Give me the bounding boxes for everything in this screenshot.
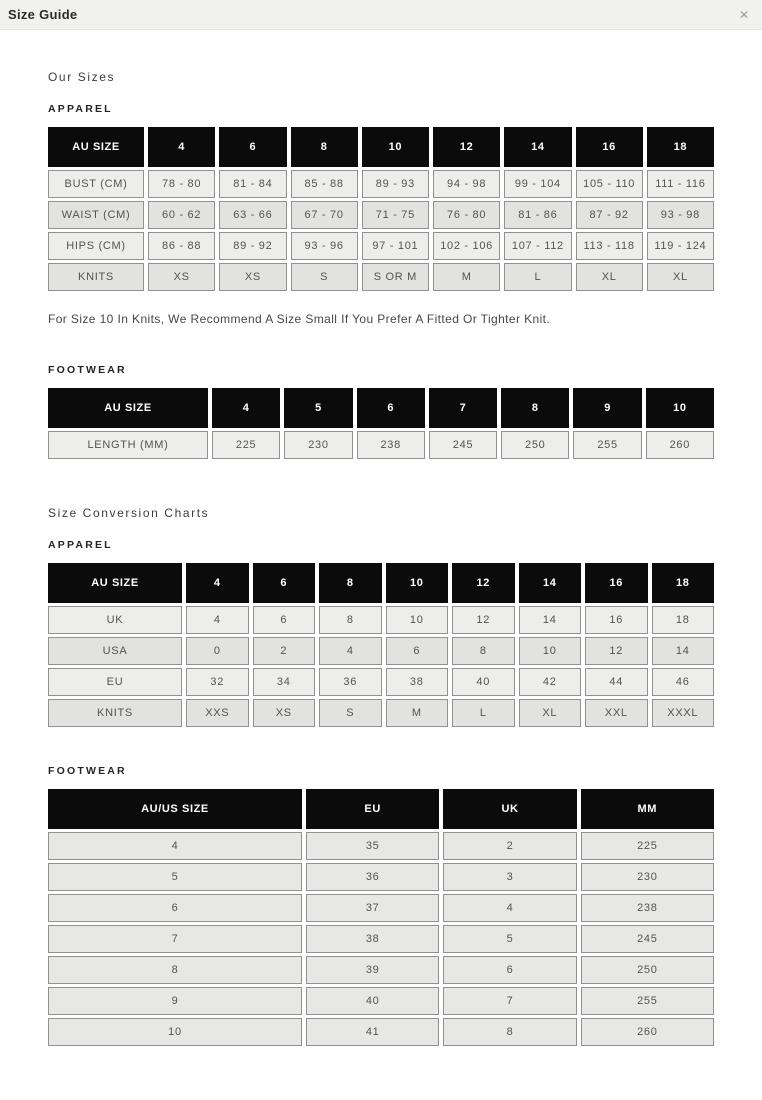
heading-apparel-sizes: APPAREL — [48, 103, 113, 115]
table-cell: 260 — [646, 431, 714, 459]
table-header-cell: 7 — [429, 388, 497, 428]
table-cell: XL — [576, 263, 643, 291]
table-row-label: WAIST (CM) — [48, 201, 144, 229]
table-row-label: LENGTH (MM) — [48, 431, 208, 459]
table-cell: 238 — [357, 431, 425, 459]
table-cell: 35 — [306, 832, 439, 860]
table-header-cell: 8 — [319, 563, 382, 603]
table-cell: 93 - 98 — [647, 201, 714, 229]
table-cell: 40 — [306, 987, 439, 1015]
table-row-label: BUST (CM) — [48, 170, 144, 198]
table-header-cell: 6 — [219, 127, 286, 167]
table-cell: 93 - 96 — [291, 232, 358, 260]
close-icon[interactable]: ✕ — [738, 7, 749, 22]
apparel-conversion-table — [48, 563, 714, 727]
table-cell: 34 — [253, 668, 316, 696]
table-header-cell: 14 — [504, 127, 571, 167]
table-cell: 99 - 104 — [504, 170, 571, 198]
table-cell: 89 - 93 — [362, 170, 429, 198]
table-header-cell: 18 — [647, 127, 714, 167]
table-cell: XS — [148, 263, 215, 291]
table-cell: 9 — [48, 987, 302, 1015]
table-cell: XXXL — [652, 699, 715, 727]
table-cell: 245 — [581, 925, 714, 953]
table-header-cell: EU — [306, 789, 439, 829]
table-cell: 230 — [581, 863, 714, 891]
table-cell: M — [386, 699, 449, 727]
table-cell: 67 - 70 — [291, 201, 358, 229]
table-header-cell: 5 — [284, 388, 352, 428]
table-header-cell: 4 — [186, 563, 249, 603]
table-cell: 38 — [306, 925, 439, 953]
modal-header — [0, 0, 762, 30]
table-cell: 81 - 84 — [219, 170, 286, 198]
table-cell: 76 - 80 — [433, 201, 500, 229]
table-header-cell: 12 — [433, 127, 500, 167]
table-cell: 105 - 110 — [576, 170, 643, 198]
table-header-cell: 6 — [253, 563, 316, 603]
table-cell: 89 - 92 — [219, 232, 286, 260]
table-cell: 10 — [48, 1018, 302, 1046]
table-cell: XL — [647, 263, 714, 291]
table-header-cell: 12 — [452, 563, 515, 603]
table-header-cell: 16 — [585, 563, 648, 603]
table-row-label: HIPS (CM) — [48, 232, 144, 260]
table-cell: S — [319, 699, 382, 727]
apparel-sizes-table — [48, 127, 714, 291]
table-cell: 7 — [48, 925, 302, 953]
table-header-cell: 4 — [148, 127, 215, 167]
table-cell: 5 — [443, 925, 576, 953]
table-cell: 6 — [443, 956, 576, 984]
table-cell: 42 — [519, 668, 582, 696]
table-cell: 0 — [186, 637, 249, 665]
table-cell: 6 — [253, 606, 316, 634]
table-cell: 85 - 88 — [291, 170, 358, 198]
footwear-conversion-table — [48, 789, 714, 1046]
table-cell: 78 - 80 — [148, 170, 215, 198]
table-cell: 4 — [443, 894, 576, 922]
table-cell: 6 — [48, 894, 302, 922]
table-cell: 8 — [48, 956, 302, 984]
table-cell: 40 — [452, 668, 515, 696]
table-cell: 255 — [581, 987, 714, 1015]
table-cell: 3 — [443, 863, 576, 891]
table-header-cell: 18 — [652, 563, 715, 603]
modal-title: Size Guide — [8, 7, 78, 22]
table-cell: XXS — [186, 699, 249, 727]
table-cell: 37 — [306, 894, 439, 922]
table-header-cell: 16 — [576, 127, 643, 167]
table-cell: 36 — [306, 863, 439, 891]
table-cell: 5 — [48, 863, 302, 891]
table-cell: 63 - 66 — [219, 201, 286, 229]
table-cell: 260 — [581, 1018, 714, 1046]
table-cell: 255 — [573, 431, 641, 459]
table-header-cell: 8 — [291, 127, 358, 167]
table-header-cell: AU/US SIZE — [48, 789, 302, 829]
table-cell: 250 — [581, 956, 714, 984]
heading-footwear-conversion: FOOTWEAR — [48, 765, 127, 777]
table-cell: M — [433, 263, 500, 291]
table-header-cell: AU SIZE — [48, 388, 208, 428]
table-cell: 8 — [443, 1018, 576, 1046]
table-cell: 4 — [186, 606, 249, 634]
table-cell: L — [504, 263, 571, 291]
heading-footwear-sizes: FOOTWEAR — [48, 364, 127, 376]
table-cell: 238 — [581, 894, 714, 922]
table-cell: S OR M — [362, 263, 429, 291]
table-header-cell: 6 — [357, 388, 425, 428]
table-row-label: EU — [48, 668, 182, 696]
table-header-cell: AU SIZE — [48, 563, 182, 603]
table-cell: 87 - 92 — [576, 201, 643, 229]
table-cell: 60 - 62 — [148, 201, 215, 229]
table-cell: 8 — [319, 606, 382, 634]
table-cell: 32 — [186, 668, 249, 696]
table-cell: 230 — [284, 431, 352, 459]
table-cell: 38 — [386, 668, 449, 696]
table-cell: 14 — [652, 637, 715, 665]
table-cell: 6 — [386, 637, 449, 665]
table-cell: 14 — [519, 606, 582, 634]
section-title-conversion: Size Conversion Charts — [48, 506, 210, 520]
table-header-cell: MM — [581, 789, 714, 829]
table-cell: 4 — [48, 832, 302, 860]
table-cell: 46 — [652, 668, 715, 696]
table-cell: S — [291, 263, 358, 291]
knits-note: For Size 10 In Knits, We Recommend A Size Small If You Prefer A Fitted Or Tighter Knit. — [48, 312, 551, 326]
table-cell: 225 — [581, 832, 714, 860]
table-header-cell: 8 — [501, 388, 569, 428]
table-cell: 81 - 86 — [504, 201, 571, 229]
table-cell: L — [452, 699, 515, 727]
section-title-our-sizes: Our Sizes — [48, 70, 116, 84]
table-cell: 111 - 116 — [647, 170, 714, 198]
table-cell: 36 — [319, 668, 382, 696]
table-cell: 8 — [452, 637, 515, 665]
size-guide-content — [0, 70, 762, 1046]
table-cell: 113 - 118 — [576, 232, 643, 260]
table-cell: 12 — [585, 637, 648, 665]
table-cell: 39 — [306, 956, 439, 984]
table-row-label: UK — [48, 606, 182, 634]
table-cell: 10 — [519, 637, 582, 665]
table-cell: 18 — [652, 606, 715, 634]
table-cell: 2 — [253, 637, 316, 665]
table-cell: 97 - 101 — [362, 232, 429, 260]
footwear-sizes-table — [48, 388, 714, 459]
table-header-cell: 10 — [362, 127, 429, 167]
table-header-cell: 10 — [386, 563, 449, 603]
table-cell: 71 - 75 — [362, 201, 429, 229]
table-cell: 4 — [319, 637, 382, 665]
table-row-label: USA — [48, 637, 182, 665]
table-cell: 16 — [585, 606, 648, 634]
table-cell: 44 — [585, 668, 648, 696]
table-cell: 41 — [306, 1018, 439, 1046]
table-header-cell: 14 — [519, 563, 582, 603]
table-header-cell: 4 — [212, 388, 280, 428]
table-cell: XS — [253, 699, 316, 727]
table-cell: XXL — [585, 699, 648, 727]
table-cell: 10 — [386, 606, 449, 634]
table-row-label: KNITS — [48, 699, 182, 727]
table-cell: 107 - 112 — [504, 232, 571, 260]
table-header-cell: AU SIZE — [48, 127, 144, 167]
table-row-label: KNITS — [48, 263, 144, 291]
table-header-cell: 9 — [573, 388, 641, 428]
table-cell: 225 — [212, 431, 280, 459]
table-header-cell: UK — [443, 789, 576, 829]
table-header-cell: 10 — [646, 388, 714, 428]
table-cell: 7 — [443, 987, 576, 1015]
heading-apparel-conversion: APPAREL — [48, 539, 113, 551]
table-cell: XS — [219, 263, 286, 291]
table-cell: XL — [519, 699, 582, 727]
table-cell: 94 - 98 — [433, 170, 500, 198]
table-cell: 86 - 88 — [148, 232, 215, 260]
table-cell: 250 — [501, 431, 569, 459]
table-cell: 12 — [452, 606, 515, 634]
table-cell: 2 — [443, 832, 576, 860]
table-cell: 119 - 124 — [647, 232, 714, 260]
table-cell: 102 - 106 — [433, 232, 500, 260]
table-cell: 245 — [429, 431, 497, 459]
